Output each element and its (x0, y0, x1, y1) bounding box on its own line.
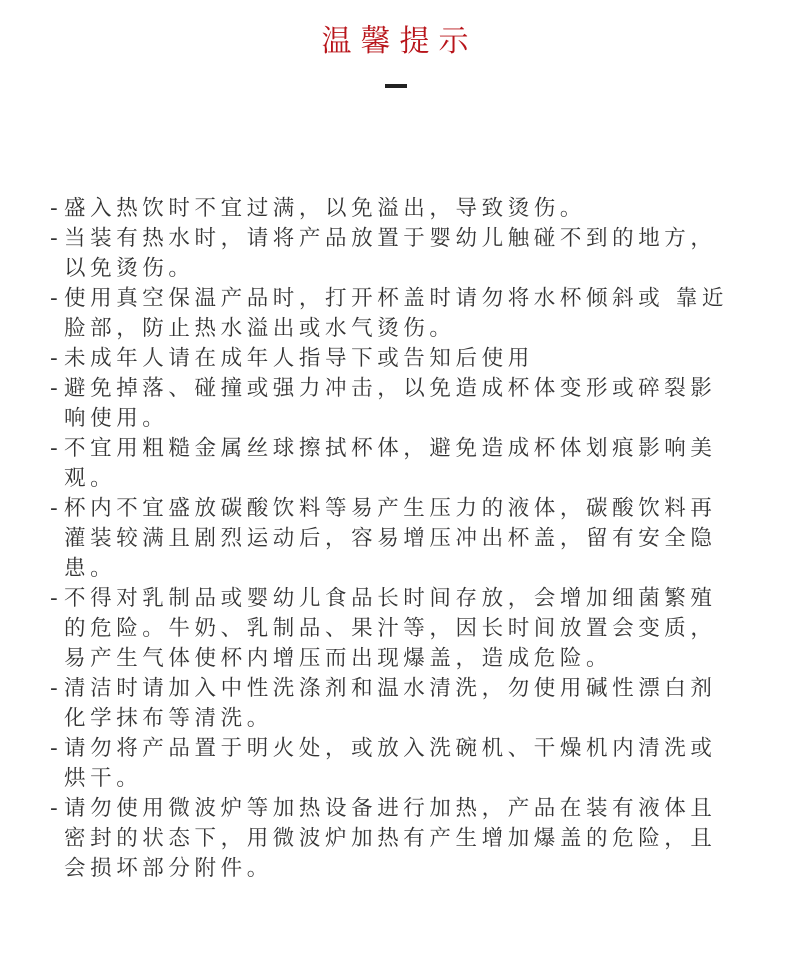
list-dash: - (50, 796, 58, 821)
tip-item (50, 194, 740, 224)
tip-item (50, 284, 740, 344)
tip-text: 清洁时请加入中性洗涤剂和温水清洗，勿使用碱性漂白剂化学抹布等清洗。 (64, 676, 717, 731)
tip-text: 请勿将产品置于明火处，或放入洗碗机、干燥机内清洗或烘干。 (64, 736, 717, 791)
list-dash: - (50, 286, 58, 311)
tip-item (50, 224, 740, 284)
tip-text: 未成年人请在成年人指导下或告知后使用 (64, 346, 534, 371)
tip-text: 使用真空保温产品时，打开杯盖时请勿将水杯倾斜或 靠近脸部，防止热水溢出或水气烫伤。 (64, 286, 728, 341)
list-dash: - (50, 346, 58, 371)
list-dash: - (50, 736, 58, 761)
list-dash: - (50, 496, 58, 521)
tip-text: 盛入热饮时不宜过满，以免溢出，导致烫伤。 (64, 196, 587, 221)
tip-text: 不宜用粗糙金属丝球擦拭杯体，避免造成杯体划痕影响美观。 (64, 436, 717, 491)
list-dash: - (50, 676, 58, 701)
tip-text: 不得对乳制品或婴幼儿食品长时间存放，会增加细菌繁殖的危险。牛奶、乳制品、果汁等，因长时间放置会变质，易产生气体使杯内增压而出现爆盖，造成危险。 (64, 586, 717, 671)
tip-text: 杯内不宜盛放碳酸饮料等易产生压力的液体，碳酸饮料再灌装较满且剧烈运动后，容易增压冲出杯盖，留有安全隐患。 (64, 496, 717, 581)
tip-text: 当装有热水时，请将产品放置于婴幼儿触碰不到的地方，以免烫伤。 (64, 226, 717, 281)
tips-list (50, 194, 740, 884)
list-dash: - (50, 196, 58, 221)
page-title: 温馨提示 (321, 24, 478, 59)
tip-text: 请勿使用微波炉等加热设备进行加热，产品在装有液体且密封的状态下，用微波炉加热有产生增加爆盖的危险，且会损坏部分附件。 (64, 796, 717, 881)
tip-item (50, 794, 740, 884)
tip-item (50, 344, 740, 374)
list-dash: - (50, 376, 58, 401)
tip-text: 避免掉落、碰撞或强力冲击，以免造成杯体变形或碎裂影响使用。 (64, 376, 717, 431)
list-dash: - (50, 586, 58, 611)
tip-item (50, 584, 740, 674)
title-divider (385, 84, 407, 88)
tip-item (50, 734, 740, 794)
tip-item (50, 374, 740, 434)
tip-item (50, 494, 740, 584)
tip-item (50, 434, 740, 494)
list-dash: - (50, 436, 58, 461)
list-dash: - (50, 226, 58, 251)
tip-item (50, 674, 740, 734)
